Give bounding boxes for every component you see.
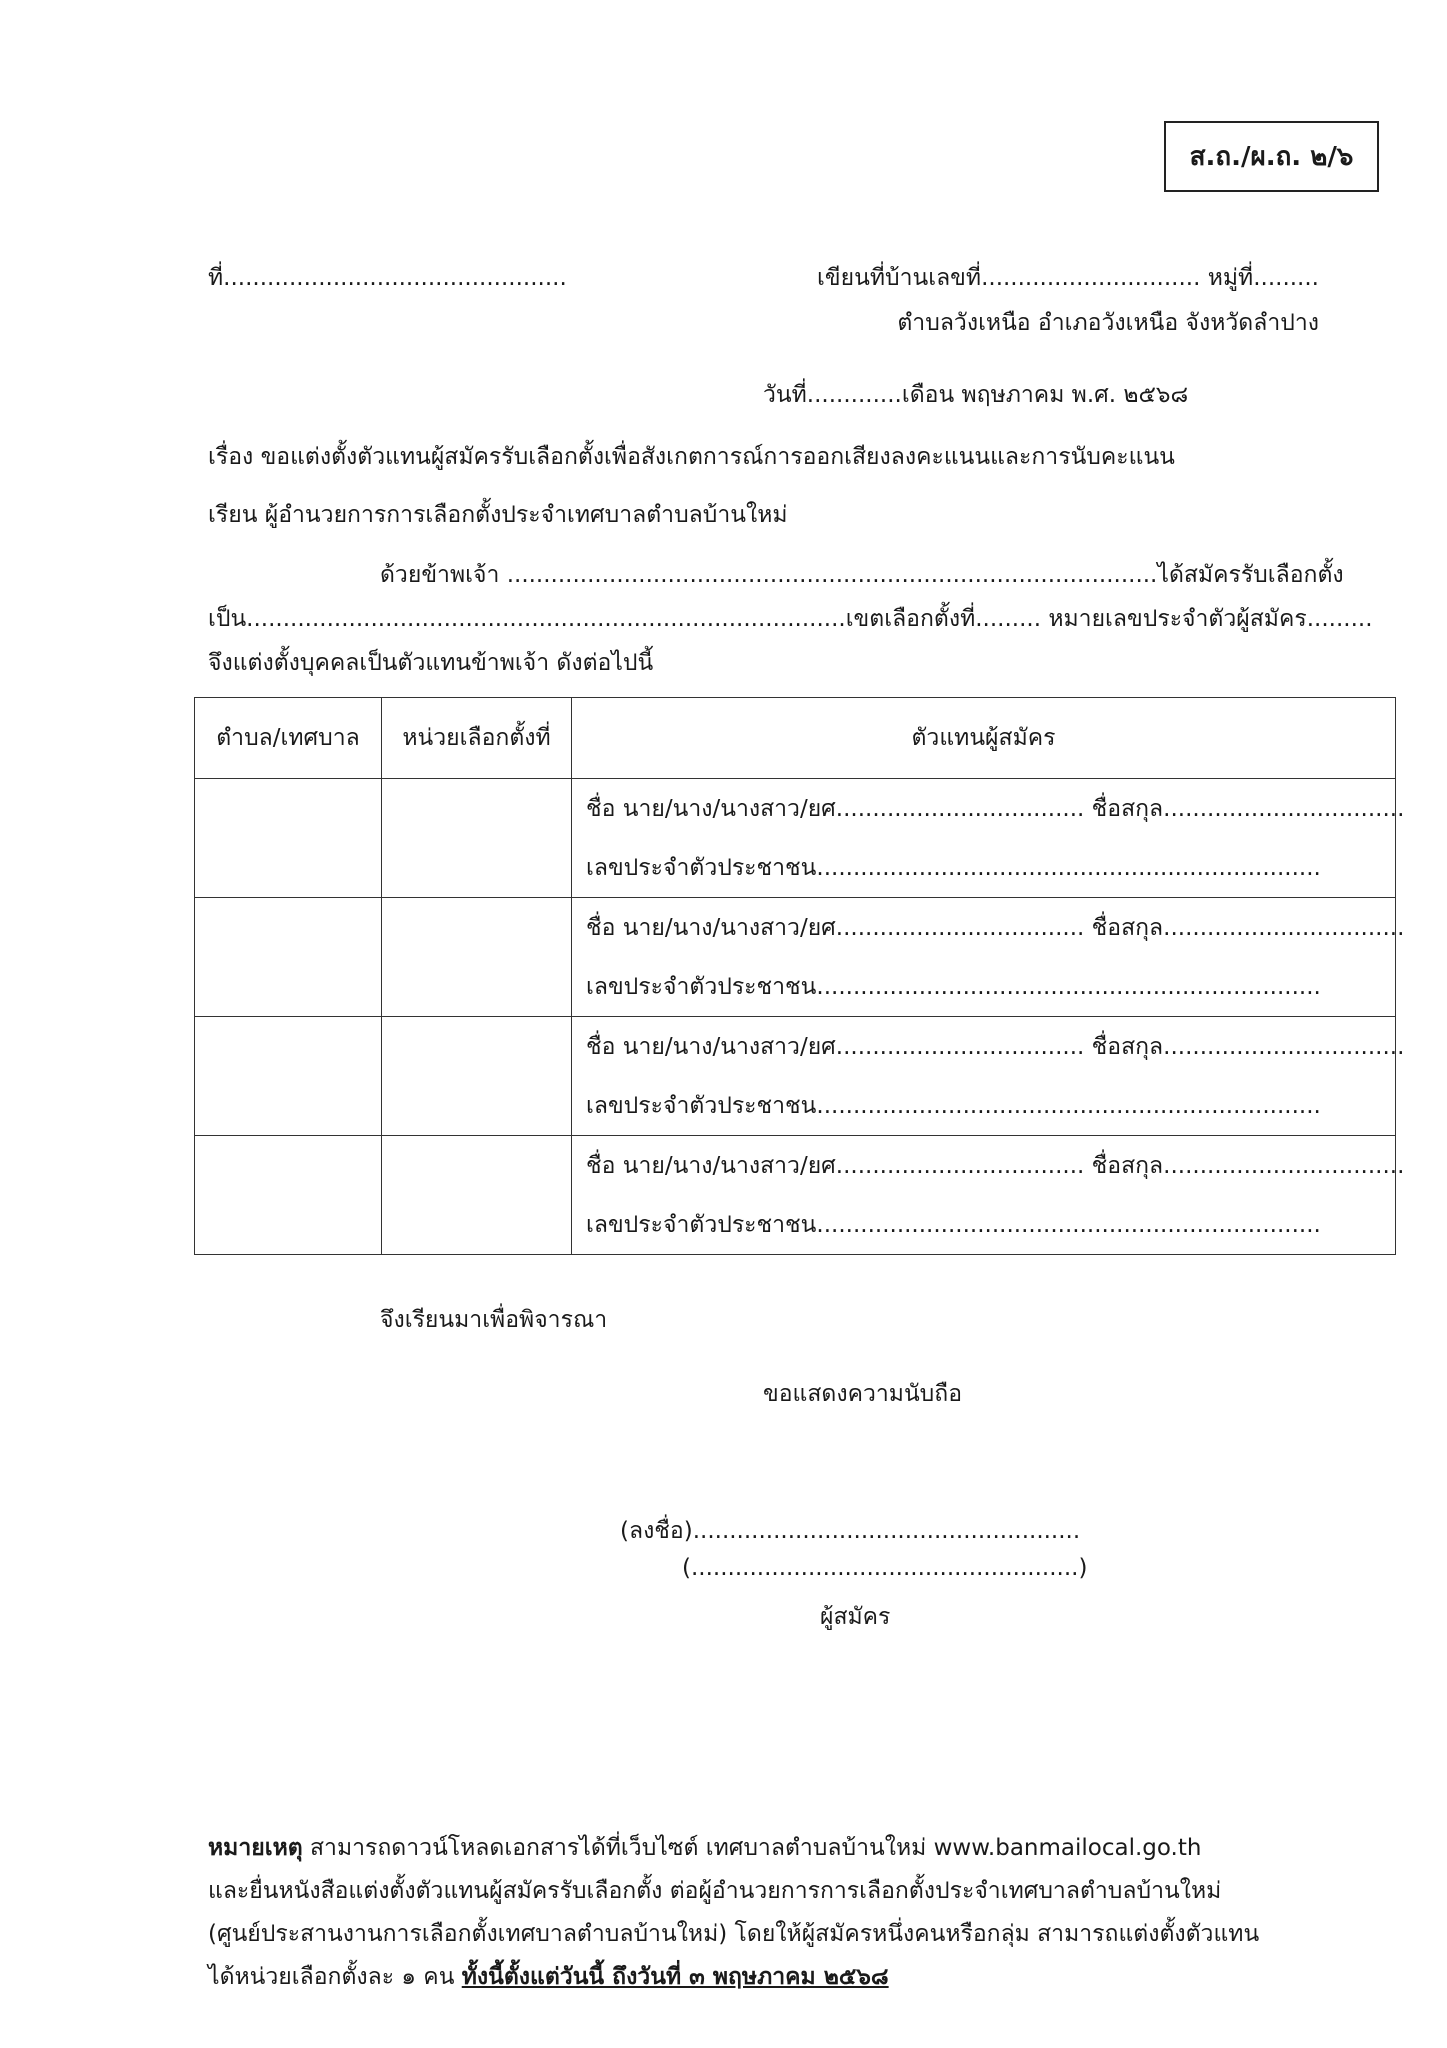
table-row [195, 779, 1396, 898]
signer-role: ผู้สมัคร [820, 1604, 891, 1630]
polling-unit-cell [382, 779, 572, 898]
representative-name-line: ชื่อ นาย/นาง/นางสาว/ยศ.................................. ชื่อสกุล................................. [586, 914, 1405, 941]
form-code: ส.ถ./ผ.ถ. ๒/๖ [1189, 142, 1354, 172]
header-polling-unit: หน่วยเลือกตั้งที่ [382, 698, 572, 779]
header-subdistrict: ตำบล/เทศบาล [195, 698, 382, 779]
polling-unit-cell [382, 1017, 572, 1136]
representative-cell [572, 1017, 1405, 1136]
representative-name-line: ชื่อ นาย/นาง/นางสาว/ยศ.................................. ชื่อสกุล................................. [586, 1152, 1405, 1179]
subdistrict-cell [195, 779, 382, 898]
body-line-1: ด้วยข้าพเจ้า .........................................................................................ได้สมัครรับเลือกตั้ง [380, 562, 1344, 588]
representative-id-line: เลขประจำตัวประชาชน..................................................................... [586, 1211, 1321, 1238]
remark-line-2: และยื่นหนังสือแต่งตั้งตัวแทนผู้สมัครรับเลือกตั้ง ต่อผู้อำนวยการการเลือกตั้งประจำเทศบาลตำบลบ้านใหม่ [208, 1877, 1222, 1904]
table-row [195, 1136, 1396, 1255]
remark-section [208, 1826, 1328, 1998]
representative-id-line: เลขประจำตัวประชาชน..................................................................... [586, 1092, 1321, 1119]
signature-name-parentheses: (.....................................................) [682, 1555, 1088, 1581]
table-header-row [195, 698, 1396, 779]
address: ตำบลวังเหนือ อำเภอวังเหนือ จังหวัดลำปาง [897, 310, 1319, 336]
closing-consider: จึงเรียนมาเพื่อพิจารณา [380, 1307, 608, 1333]
subdistrict-cell [195, 1017, 382, 1136]
polling-unit-cell [382, 1136, 572, 1255]
representative-cell [572, 1136, 1405, 1255]
remark-deadline: ทั้งนี้ตั้งแต่วันนี้ ถึงวันที่ ๓ พฤษภาคม ๒๕๖๘ [461, 1963, 889, 1990]
subdistrict-cell [195, 1136, 382, 1255]
body-line-2: เป็น..................................................................................เขตเลือกตั้งที่......... หมายเลขประจำตัวผู้สมัคร......... [208, 606, 1373, 632]
remark-label: หมายเหตุ [208, 1834, 303, 1861]
closing-respect: ขอแสดงความนับถือ [763, 1381, 963, 1407]
representative-id-line: เลขประจำตัวประชาชน..................................................................... [586, 973, 1321, 1000]
subject-line: เรื่อง ขอแต่งตั้งตัวแทนผู้สมัครรับเลือกตั้งเพื่อสังเกตการณ์การออกเสียงลงคะแนนและการนับคะแนน [208, 444, 1175, 470]
representative-id-line: เลขประจำตัวประชาชน..................................................................... [586, 854, 1321, 881]
polling-unit-cell [382, 898, 572, 1017]
table-row [195, 1017, 1396, 1136]
representative-cell [572, 779, 1405, 898]
addressee-line: เรียน ผู้อำนวยการการเลือกตั้งประจำเทศบาลตำบลบ้านใหม่ [208, 502, 788, 528]
written-at: เขียนที่บ้านเลขที่.............................. หมู่ที่......... [817, 265, 1319, 291]
header-representative: ตัวแทนผู้สมัคร [572, 698, 1396, 779]
table-row [195, 898, 1396, 1017]
reference-number: ที่............................................... [208, 265, 567, 291]
remark-line-3: (ศูนย์ประสานงานการเลือกตั้งเทศบาลตำบลบ้านใหม่) โดยให้ผู้สมัครหนึ่งคนหรือกลุ่ม สามารถแต่งตั้งตัวแทน [208, 1920, 1260, 1947]
representative-cell [572, 898, 1405, 1017]
representative-name-line: ชื่อ นาย/นาง/นางสาว/ยศ.................................. ชื่อสกุล................................. [586, 795, 1405, 822]
date-line: วันที่.............เดือน พฤษภาคม พ.ศ. ๒๕๖๘ [763, 382, 1189, 408]
remark-line-4: ได้หน่วยเลือกตั้งละ ๑ คน [208, 1963, 462, 1990]
signature-line: (ลงชื่อ)..................................................... [620, 1518, 1081, 1544]
representative-name-line: ชื่อ นาย/นาง/นางสาว/ยศ.................................. ชื่อสกุล................................. [586, 1033, 1405, 1060]
body-line-3: จึงแต่งตั้งบุคคลเป็นตัวแทนข้าพเจ้า ดังต่อไปนี้ [208, 650, 654, 676]
representatives-table [194, 697, 1405, 1255]
remark-line-1: สามารถดาวน์โหลดเอกสารได้ที่เว็บไซต์ เทศบาลตำบลบ้านใหม่ www.banmailocal.go.th [302, 1834, 1202, 1861]
form-code-box [1164, 121, 1379, 192]
subdistrict-cell [195, 898, 382, 1017]
